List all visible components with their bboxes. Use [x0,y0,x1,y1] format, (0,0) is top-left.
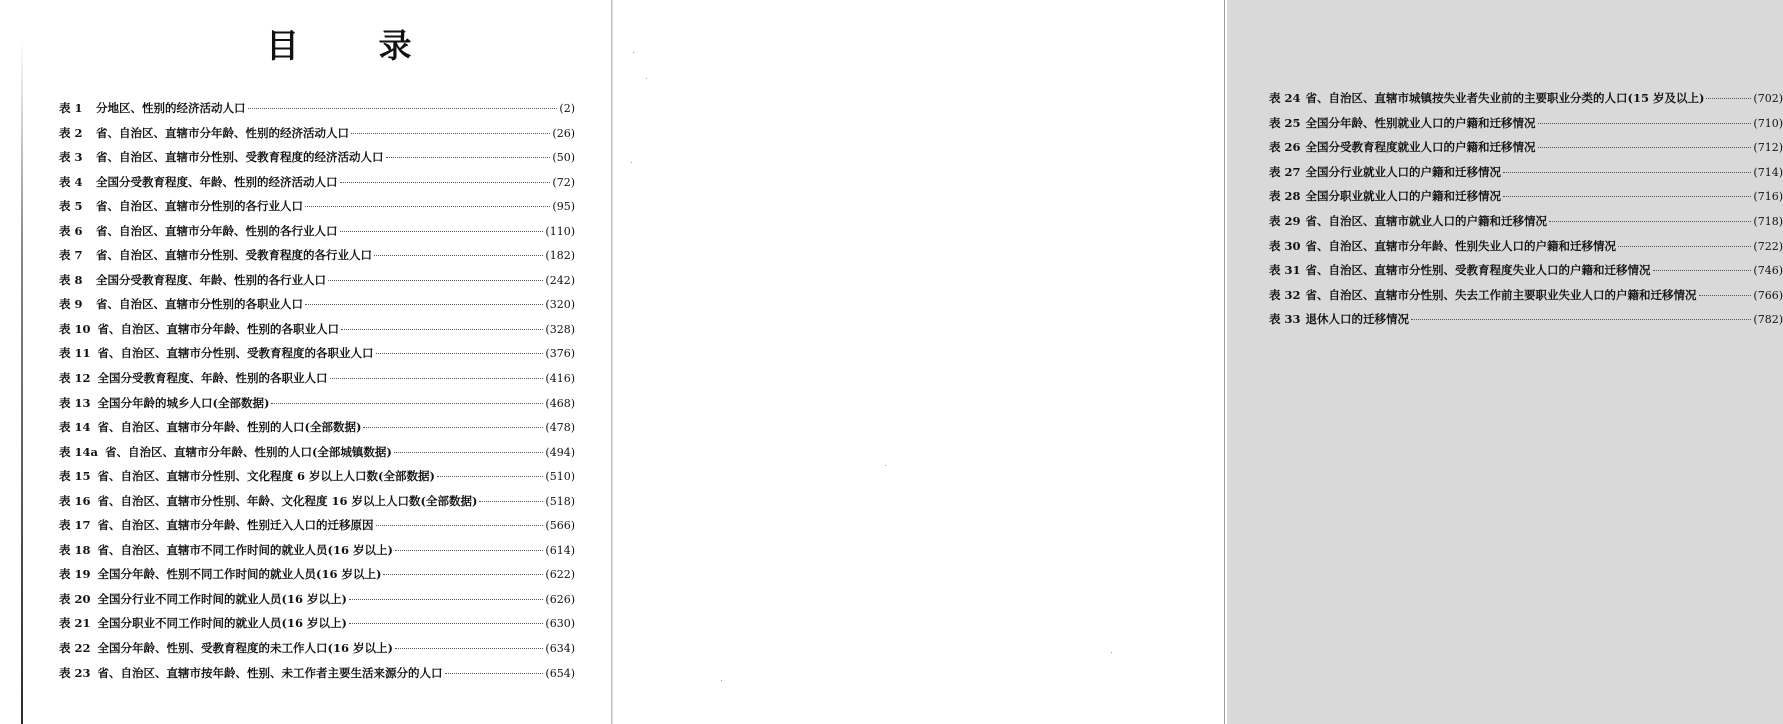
scan-edge-right [1224,0,1225,724]
table-number: 表 28 [1269,189,1301,204]
toc-entry [1269,214,1783,239]
entry-title: 省、自治区、直辖市按年龄、性别、未工作者主要生活来源分的人口 [97,665,443,680]
entry-title: 省、自治区、直辖市分性别、受教育程度的经济活动人口 [96,150,384,165]
table-number: 表 11 [59,346,91,361]
toc-entry [59,494,575,519]
toc-entry [59,592,575,617]
page-number: (494) [545,445,575,459]
entry-title: 省、自治区、直辖市城镇按失业者失业前的主要职业分类的人口(15 岁及以上) [1305,91,1705,105]
table-number: 表 26 [1269,140,1301,155]
dot-leader [445,673,544,674]
dot-leader [437,476,544,477]
page-number: (72) [552,175,575,189]
dot-leader [1503,172,1751,173]
dot-leader [1706,98,1751,99]
entry-title: 全国分年龄、性别不同工作时间的就业人员(16 岁以上) [97,567,382,582]
toc-entry [59,567,575,592]
table-number: 表 18 [59,542,91,557]
toc-entry [59,297,575,322]
dot-leader [395,648,544,649]
toc-entry [1269,312,1783,337]
entry-title: 全国分受教育程度、年龄、性别的各职业人口 [97,371,328,386]
dot-leader [340,231,544,232]
table-number: 表 9 [59,297,83,312]
dot-leader [341,329,543,330]
toc-entry [59,518,575,543]
entry-title: 省、自治区、直辖市分年龄、性别的人口(全部数据) [97,420,362,435]
scan-speck [885,465,886,466]
table-number: 表 8 [59,272,83,287]
table-number: 表 20 [59,591,91,606]
entry-title: 全国分受教育程度、年龄、性别的各行业人口 [96,272,326,287]
page-title: 目 录 [266,26,446,65]
toc-entry [59,543,575,568]
toc-entry [1269,116,1783,141]
table-number: 表 29 [1269,213,1301,228]
toc-entry [59,150,575,175]
page-number: (746) [1753,264,1783,278]
page-number: (614) [545,543,575,557]
toc-entry [59,273,575,298]
entry-title: 省、自治区、直辖市分性别、受教育程度失业人口的户籍和迁移情况 [1305,263,1651,278]
page-number: (702) [1753,92,1783,105]
entry-title: 省、自治区、直辖市分年龄、性别失业人口的户籍和迁移情况 [1305,238,1617,253]
dot-leader [1411,319,1751,320]
left-page [0,0,611,724]
page-number: (766) [1753,288,1783,302]
scan-edge-shadow [21,40,23,724]
table-number: 表 2 [59,125,83,140]
page-number: (712) [1753,141,1783,155]
table-number: 表 19 [59,567,91,582]
page-number: (714) [1753,165,1783,179]
table-number: 表 15 [59,469,91,484]
page-number: (478) [545,421,575,435]
table-number: 表 6 [59,223,83,238]
toc-entry [59,396,575,421]
dot-leader [271,403,543,404]
dot-leader [479,501,543,502]
dot-leader [248,108,558,109]
dot-leader [376,525,544,526]
page-number: (634) [545,642,575,656]
page-number: (95) [552,200,575,214]
page-number: (376) [545,347,575,361]
entry-title: 全国分受教育程度、年龄、性别的经济活动人口 [96,174,338,189]
toc-entry [1269,288,1783,313]
entry-title: 全国分受教育程度就业人口的户籍和迁移情况 [1305,140,1536,155]
entry-title: 省、自治区、直辖市分年龄、性别迁入人口的迁移原因 [97,518,374,533]
page-number: (518) [545,494,575,508]
table-number: 表 32 [1269,287,1301,302]
dot-leader [383,574,543,575]
toc-entry [1269,165,1783,190]
page-number: (510) [545,470,575,484]
toc-entry [59,175,575,200]
entry-title: 全国分年龄、性别、受教育程度的未工作人口(16 岁以上) [97,641,393,656]
table-number: 表 33 [1269,312,1301,327]
page-number: (626) [545,592,575,606]
entry-title: 省、自治区、直辖市分性别、失去工作前主要职业失业人口的户籍和迁移情况 [1305,287,1697,302]
dot-leader [376,353,544,354]
entry-title: 省、自治区、直辖市分性别的各行业人口 [96,199,303,214]
table-number: 表 12 [59,371,91,386]
entry-title: 省、自治区、直辖市分性别、文化程度 6 岁以上人口数(全部数据) [97,469,435,484]
entry-title: 全国分年龄的城乡人口(全部数据) [97,395,270,410]
dot-leader [305,304,543,305]
table-number: 表 17 [59,518,91,533]
entry-title: 省、自治区、直辖市分性别、年龄、文化程度 16 岁以上人口数(全部数据) [97,493,478,508]
toc-entry [59,248,575,273]
entry-title: 省、自治区、直辖市分年龄、性别的经济活动人口 [96,125,349,140]
dot-leader [330,378,544,379]
table-number: 表 10 [59,321,91,336]
scan-speck [633,52,634,53]
toc-list-right [1269,91,1783,337]
page-number: (782) [1753,313,1783,327]
entry-title: 省、自治区、直辖市分性别、受教育程度的各行业人口 [96,248,372,263]
page-number: (182) [545,249,575,263]
table-number: 表 5 [59,199,83,214]
entry-title: 省、自治区、直辖市分年龄、性别的各职业人口 [97,321,340,336]
toc-entry [1269,263,1783,288]
dot-leader [351,133,550,134]
scan-speck [721,680,722,681]
page-number: (468) [545,396,575,410]
toc-entry [59,101,575,126]
page-number: (710) [1753,116,1783,130]
dot-leader [386,157,551,158]
toc-entry [1269,91,1783,116]
toc-entry [59,616,575,641]
table-number: 表 27 [1269,164,1301,179]
dot-leader [394,452,544,453]
page-number: (50) [552,151,575,165]
entry-title: 省、自治区、直辖市不同工作时间的就业人员(16 岁以上) [97,542,393,557]
toc-entry [59,126,575,151]
entry-title: 省、自治区、直辖市分年龄、性别的各行业人口 [96,223,338,238]
table-number: 表 21 [59,616,91,631]
dot-leader [363,427,543,428]
page-number: (718) [1753,214,1783,228]
entry-title: 省、自治区、直辖市就业人口的户籍和迁移情况 [1305,213,1548,228]
toc-entry [1269,239,1783,264]
dot-leader [374,255,543,256]
toc-entry [59,666,575,691]
scan-speck [1111,652,1112,653]
toc-entry [59,371,575,396]
page-number: (622) [545,568,575,582]
dot-leader [1699,295,1752,296]
page-number: (416) [545,372,575,386]
table-number: 表 16 [59,493,91,508]
page-number: (26) [552,126,575,140]
toc-entry [59,199,575,224]
table-number: 表 25 [1269,115,1301,130]
dot-leader [349,599,544,600]
table-number: 表 30 [1269,238,1301,253]
dot-leader [305,206,550,207]
dot-leader [1549,221,1751,222]
table-number: 表 7 [59,248,83,263]
page-number: (2) [559,102,575,115]
table-number: 表 24 [1269,91,1301,105]
page-number: (566) [545,519,575,533]
table-number: 表 22 [59,641,91,656]
right-page [613,0,1783,724]
page-number: (242) [545,273,575,287]
page-number: (320) [545,298,575,312]
dot-leader [340,182,551,183]
table-number: 表 1 [59,101,83,115]
toc-entry [1269,140,1783,165]
toc-entry [59,641,575,666]
dot-leader [328,280,543,281]
table-number: 表 14a [59,444,98,459]
table-number: 表 4 [59,174,83,189]
table-number: 表 13 [59,395,91,410]
entry-title: 全国分年龄、性别就业人口的户籍和迁移情况 [1305,115,1536,130]
page-number: (654) [545,666,575,680]
dot-leader [1538,147,1752,148]
toc-list-left [59,101,575,690]
dot-leader [1618,246,1751,247]
dot-leader [349,623,544,624]
toc-entry [1269,189,1783,214]
page-number: (722) [1753,239,1783,253]
page-number: (716) [1753,190,1783,204]
dot-leader [395,550,544,551]
entry-title: 全国分行业不同工作时间的就业人员(16 岁以上) [97,591,347,606]
entry-title: 全国分职业就业人口的户籍和迁移情况 [1305,189,1502,204]
table-number: 表 3 [59,150,83,165]
toc-entry [59,346,575,371]
toc-entry [59,224,575,249]
entry-title: 省、自治区、直辖市分年龄、性别的人口(全部城镇数据) [104,444,392,459]
toc-entry [59,469,575,494]
toc-entry [59,322,575,347]
entry-title: 退休人口的迁移情况 [1305,312,1410,327]
dot-leader [1538,123,1752,124]
dot-leader [1653,270,1752,271]
page-number: (630) [545,617,575,631]
toc-entry [59,445,575,470]
page-number: (110) [545,224,575,238]
toc-entry [59,420,575,445]
entry-title: 分地区、性别的经济活动人口 [96,101,246,115]
table-number: 表 31 [1269,263,1301,278]
scan-speck [646,78,647,79]
table-number: 表 14 [59,420,91,435]
table-number: 表 23 [59,665,91,680]
entry-title: 省、自治区、直辖市分性别、受教育程度的各职业人口 [97,346,374,361]
entry-title: 省、自治区、直辖市分性别的各职业人口 [96,297,303,312]
dot-leader [1503,196,1751,197]
scan-speck [631,162,632,163]
entry-title: 全国分职业不同工作时间的就业人员(16 岁以上) [97,616,347,631]
page-number: (328) [545,322,575,336]
entry-title: 全国分行业就业人口的户籍和迁移情况 [1305,164,1502,179]
